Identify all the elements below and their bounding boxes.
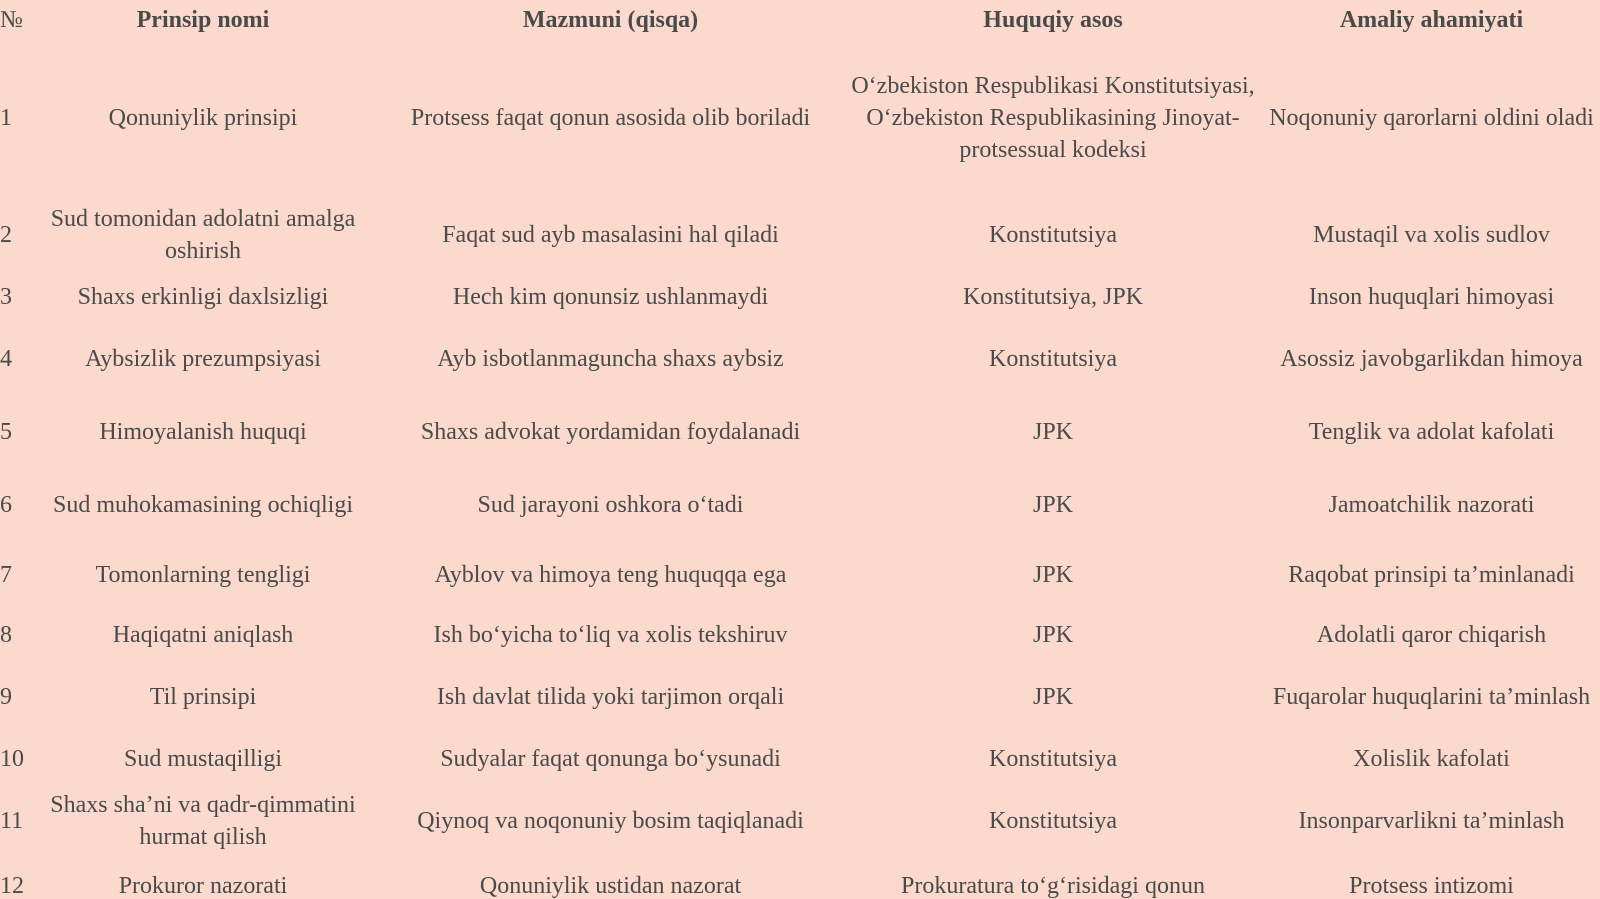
principle-name: Til prinsipi	[149, 684, 257, 710]
table-row	[0, 606, 1600, 664]
legal-basis: Konstitutsiya, JPK	[962, 284, 1144, 310]
principle-name: Shaxs erkinligi daxlsizligi	[77, 284, 329, 310]
table-row	[0, 40, 1600, 196]
table-row	[0, 544, 1600, 606]
practical-significance: Mustaqil va xolis sudlov	[1313, 222, 1550, 248]
principle-content: Ayblov va himoya teng huquqqa ega	[434, 562, 787, 588]
practical-significance: Inson huquqlari himoyasi	[1308, 284, 1555, 310]
principle-name: Sud tomonidan adolatni amalga oshirish	[50, 206, 356, 264]
table-row	[0, 788, 1600, 854]
principle-name: Aybsizlik prezumpsiyasi	[85, 346, 321, 372]
header-content: Mazmuni (qisqa)	[522, 6, 699, 33]
legal-basis: Konstitutsiya	[988, 222, 1117, 248]
legal-basis: Konstitutsiya	[988, 746, 1117, 772]
row-number: 3	[0, 284, 12, 310]
table-row	[0, 320, 1600, 398]
table-row	[0, 466, 1600, 544]
row-number: 11	[0, 808, 24, 834]
practical-significance: Noqonuniy qarorlarni oldini oladi	[1269, 105, 1594, 131]
practical-significance: Jamoatchilik nazorati	[1328, 492, 1535, 518]
legal-basis: O‘zbekiston Respublikasi Konstitutsiyasi, O‘zbekiston Respublikasining Jinoyat-protsessual kodeksi	[851, 73, 1255, 163]
legal-basis: Prokuratura to‘g‘risidagi qonun	[901, 873, 1205, 899]
practical-significance: Insonparvarlikni ta’minlash	[1298, 808, 1565, 834]
legal-basis: JPK	[1032, 684, 1074, 710]
principle-content: Hech kim qonunsiz ushlanmaydi	[452, 284, 769, 310]
row-number: 1	[0, 105, 12, 131]
table-header-row	[0, 0, 1600, 40]
row-number: 6	[0, 492, 12, 518]
row-number: 7	[0, 562, 12, 588]
principle-content: Sudyalar faqat qonunga bo‘ysunadi	[440, 746, 781, 772]
header-legal-basis: Huquqiy asos	[983, 6, 1123, 33]
practical-significance: Raqobat prinsipi ta’minlanadi	[1288, 562, 1575, 588]
legal-basis: JPK	[1032, 562, 1074, 588]
principle-content: Sud jarayoni oshkora o‘tadi	[477, 492, 744, 518]
row-number: 12	[0, 873, 24, 899]
principle-name: Qonuniylik prinsipi	[108, 105, 298, 131]
principle-content: Protsess faqat qonun asosida olib boriladi	[410, 105, 811, 131]
principle-name: Tomonlarning tengligi	[95, 562, 311, 588]
practical-significance: Xolislik kafolati	[1353, 746, 1510, 772]
row-number: 2	[0, 222, 12, 248]
practical-significance: Tenglik va adolat kafolati	[1308, 419, 1555, 445]
legal-basis: JPK	[1032, 622, 1074, 648]
table-row	[0, 664, 1600, 730]
table-row	[0, 274, 1600, 320]
principle-name: Shaxs sha’ni va qadr-qimmatini hurmat qilish	[50, 792, 356, 850]
header-principle-name: Prinsip nomi	[136, 6, 270, 33]
principle-content: Qiynoq va noqonuniy bosim taqiqlanadi	[417, 808, 804, 834]
row-number: 8	[0, 622, 12, 648]
table-row	[0, 854, 1600, 899]
practical-significance: Adolatli qaror chiqarish	[1316, 622, 1547, 648]
header-number: №	[0, 6, 23, 33]
principle-content: Ish bo‘yicha to‘liq va xolis tekshiruv	[433, 622, 788, 648]
principle-content: Faqat sud ayb masalasini hal qiladi	[442, 222, 779, 248]
legal-basis: Konstitutsiya	[988, 808, 1117, 834]
principle-content: Ish davlat tilida yoki tarjimon orqali	[436, 684, 785, 710]
row-number: 10	[0, 746, 24, 772]
legal-basis: Konstitutsiya	[988, 346, 1117, 372]
row-number: 9	[0, 684, 12, 710]
principle-name: Haqiqatni aniqlash	[112, 622, 294, 648]
practical-significance: Fuqarolar huquqlarini ta’minlash	[1272, 684, 1591, 710]
practical-significance: Asossiz javobgarlikdan himoya	[1280, 346, 1583, 372]
table-row	[0, 398, 1600, 466]
row-number: 4	[0, 346, 12, 372]
legal-basis: JPK	[1032, 419, 1074, 445]
principle-name: Sud muhokamasining ochiqligi	[53, 492, 353, 518]
table-row	[0, 730, 1600, 788]
principle-name: Himoyalanish huquqi	[99, 419, 307, 445]
legal-basis: JPK	[1032, 492, 1074, 518]
principle-content: Qonuniylik ustidan nazorat	[479, 873, 742, 899]
principle-content: Ayb isbotlanmaguncha shaxs aybsiz	[437, 346, 784, 372]
header-practical-significance: Amaliy ahamiyati	[1339, 6, 1524, 33]
table-row	[0, 196, 1600, 274]
practical-significance: Protsess intizomi	[1349, 873, 1514, 899]
row-number: 5	[0, 419, 12, 445]
principle-content: Shaxs advokat yordamidan foydalanadi	[420, 419, 801, 445]
principle-name: Prokuror nazorati	[118, 873, 288, 899]
principle-name: Sud mustaqilligi	[123, 746, 282, 772]
